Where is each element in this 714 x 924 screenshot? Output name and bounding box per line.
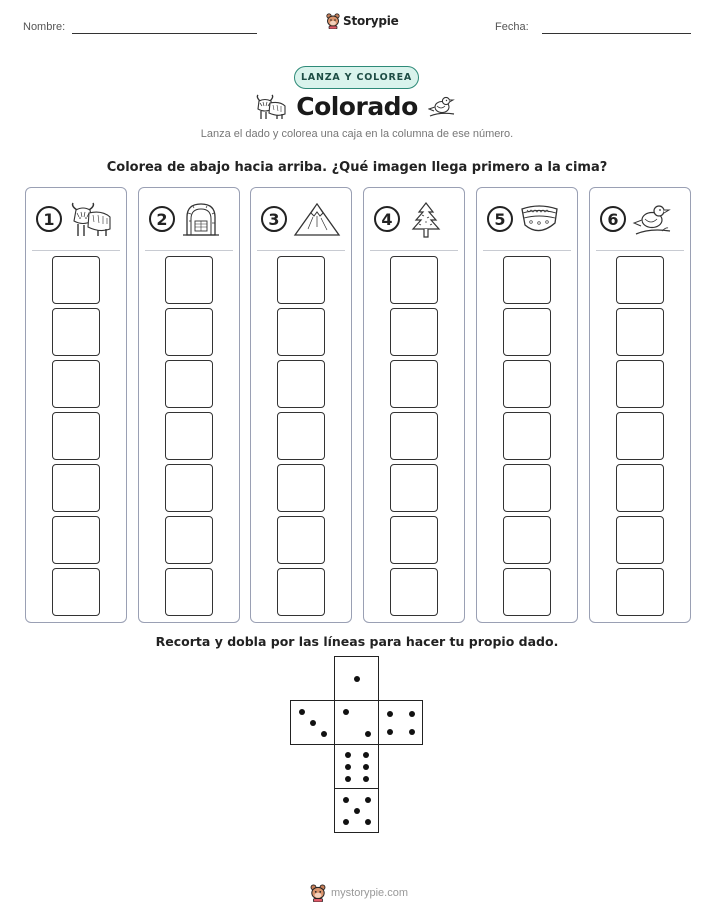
die-pip — [343, 819, 349, 825]
color-box[interactable] — [52, 516, 100, 564]
die-face-6 — [334, 744, 379, 789]
color-box[interactable] — [503, 568, 551, 616]
page-title: Colorado — [296, 92, 418, 121]
pine-tree-icon — [406, 201, 446, 241]
color-box[interactable] — [390, 308, 438, 356]
color-box[interactable] — [165, 464, 213, 512]
color-box[interactable] — [503, 464, 551, 512]
column-divider — [145, 250, 233, 251]
column-1 — [25, 187, 127, 623]
instructions: Colorea de abajo hacia arriba. ¿Qué imagen llega primero a la cima? — [106, 160, 608, 175]
mountain-icon — [293, 201, 343, 239]
color-box[interactable] — [616, 516, 664, 564]
color-box[interactable] — [165, 360, 213, 408]
color-box[interactable] — [165, 568, 213, 616]
color-box[interactable] — [52, 256, 100, 304]
color-box[interactable] — [52, 568, 100, 616]
column-5 — [476, 187, 578, 623]
name-label: Nombre: — [23, 21, 66, 33]
color-box[interactable] — [503, 412, 551, 460]
color-box[interactable] — [277, 516, 325, 564]
highland-cow-icon — [68, 201, 114, 239]
color-box[interactable] — [277, 568, 325, 616]
column-6 — [589, 187, 691, 623]
column-divider — [596, 250, 684, 251]
die-face-3 — [290, 700, 335, 745]
column-number: 6 — [600, 206, 626, 232]
color-box[interactable] — [165, 308, 213, 356]
date-field-line[interactable] — [542, 33, 691, 34]
color-box[interactable] — [616, 308, 664, 356]
color-box[interactable] — [390, 360, 438, 408]
die-face-2 — [334, 700, 379, 745]
color-box[interactable] — [616, 360, 664, 408]
activity-badge: LANZA Y COLOREA — [294, 66, 419, 89]
color-box[interactable] — [503, 308, 551, 356]
bird-icon — [632, 201, 674, 239]
bird-icon — [428, 94, 456, 120]
color-box[interactable] — [165, 412, 213, 460]
die-pip — [409, 729, 415, 735]
column-number: 2 — [149, 206, 175, 232]
color-box[interactable] — [390, 568, 438, 616]
column-number: 4 — [374, 206, 400, 232]
die-pip — [409, 711, 415, 717]
color-box[interactable] — [503, 256, 551, 304]
logo-text: Storypie — [343, 14, 399, 28]
die-pip — [310, 720, 316, 726]
die-pip — [354, 676, 360, 682]
column-number: 3 — [261, 206, 287, 232]
die-pip — [345, 752, 351, 758]
color-box[interactable] — [390, 412, 438, 460]
column-3 — [250, 187, 352, 623]
die-pip — [387, 729, 393, 735]
die-pip — [363, 776, 369, 782]
color-box[interactable] — [503, 516, 551, 564]
column-2 — [138, 187, 240, 623]
bear-mascot-icon — [326, 13, 340, 29]
color-box[interactable] — [277, 412, 325, 460]
die-pip — [345, 776, 351, 782]
die-pip — [354, 808, 360, 814]
die-pip — [321, 731, 327, 737]
bear-mascot-icon — [310, 884, 326, 902]
footer — [310, 884, 408, 902]
die-face-1 — [334, 656, 379, 701]
color-box[interactable] — [503, 360, 551, 408]
color-box[interactable] — [616, 464, 664, 512]
color-box[interactable] — [616, 256, 664, 304]
die-pip — [299, 709, 305, 715]
die-pip — [345, 764, 351, 770]
column-divider — [370, 250, 458, 251]
date-label: Fecha: — [495, 21, 529, 33]
die-face-5 — [334, 788, 379, 833]
decorated-bowl-icon — [519, 201, 561, 239]
column-divider — [483, 250, 571, 251]
color-box[interactable] — [52, 360, 100, 408]
column-divider — [32, 250, 120, 251]
color-box[interactable] — [277, 360, 325, 408]
color-box[interactable] — [277, 256, 325, 304]
die-pip — [363, 752, 369, 758]
color-box[interactable] — [52, 412, 100, 460]
color-box[interactable] — [390, 516, 438, 564]
footer-url[interactable]: mystorypie.com — [331, 887, 409, 899]
subtitle: Lanza el dado y colorea una caja en la columna de ese número. — [200, 128, 514, 140]
mine-entrance-icon — [181, 201, 227, 239]
die-pip — [343, 709, 349, 715]
die-pip — [365, 731, 371, 737]
color-box[interactable] — [277, 308, 325, 356]
column-number: 5 — [487, 206, 513, 232]
storypie-logo — [326, 13, 399, 29]
color-box[interactable] — [390, 256, 438, 304]
column-divider — [257, 250, 345, 251]
color-box[interactable] — [390, 464, 438, 512]
color-box[interactable] — [165, 516, 213, 564]
die-pip — [365, 797, 371, 803]
die-pip — [365, 819, 371, 825]
color-box[interactable] — [52, 464, 100, 512]
name-field-line[interactable] — [72, 33, 257, 34]
die-pip — [387, 711, 393, 717]
color-box[interactable] — [616, 568, 664, 616]
cut-instructions: Recorta y dobla por las líneas para hacer tu propio dado. — [155, 634, 559, 649]
die-face-4 — [378, 700, 423, 745]
color-box[interactable] — [616, 412, 664, 460]
color-box[interactable] — [165, 256, 213, 304]
column-number: 1 — [36, 206, 62, 232]
column-4 — [363, 187, 465, 623]
die-pip — [363, 764, 369, 770]
color-box[interactable] — [277, 464, 325, 512]
color-box[interactable] — [52, 308, 100, 356]
die-pip — [343, 797, 349, 803]
